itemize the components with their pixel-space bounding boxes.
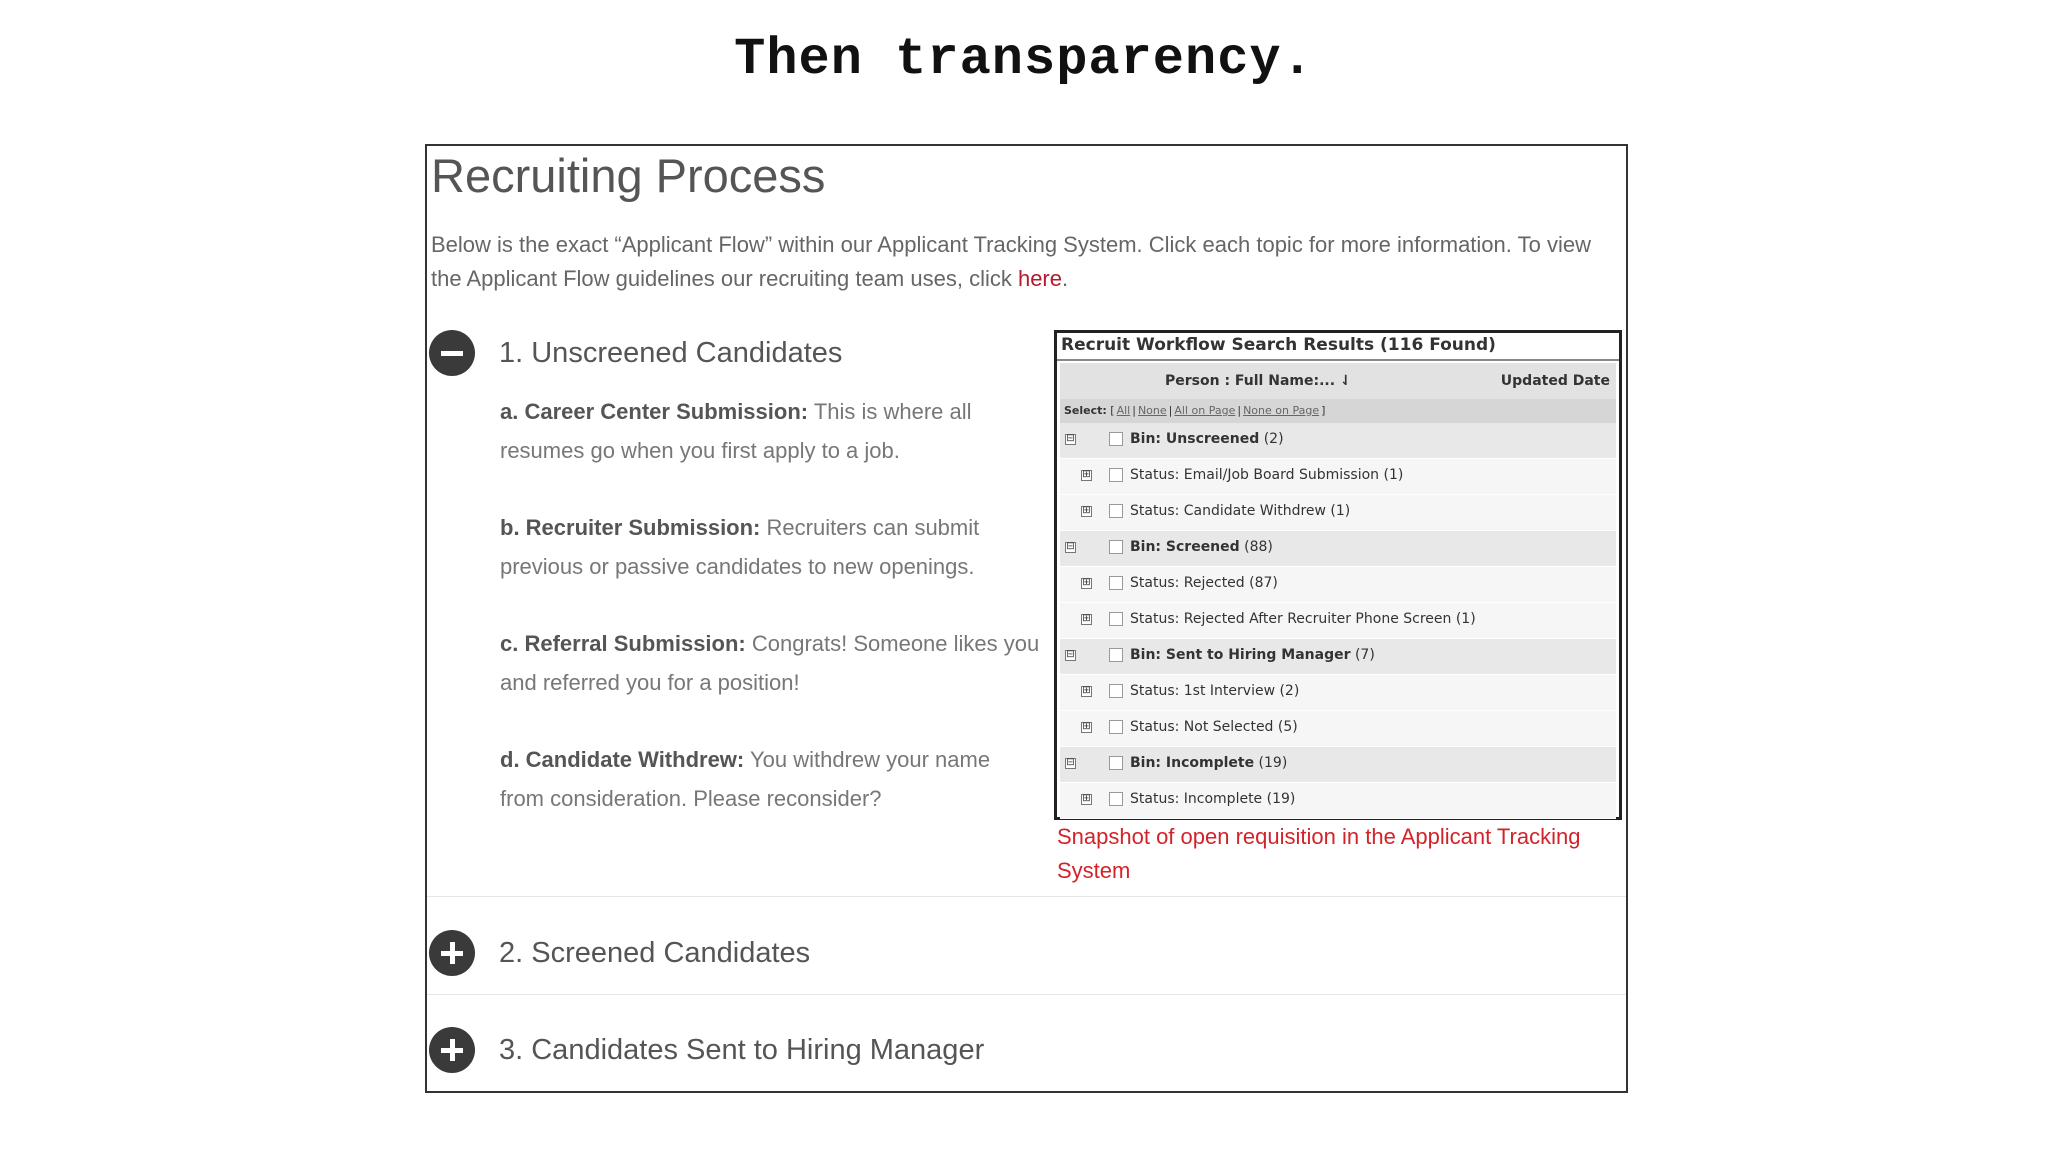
recruiting-process-panel — [425, 144, 1628, 1093]
intro-text: Below is the exact “Applicant Flow” within our Applicant Tracking System. Click each topic for more information. To view the Applicant Flow guidelines our recruiting team uses, click here. — [431, 232, 1591, 291]
column-person-full-name[interactable]: Person : Full Name:... ⇃ — [1165, 373, 1352, 389]
page-title: Recruiting Process — [431, 149, 826, 202]
ats-row-status: ⊞ Status: Rejected After Recruiter Phone Screen (1) — [1060, 603, 1616, 639]
description-recruiter-submission: b. Recruiter Submission: Recruiters can submit previous or passive candidates to new openings. — [500, 515, 980, 579]
row-checkbox[interactable] — [1109, 684, 1123, 698]
expand-icon[interactable]: ⊞ — [1082, 793, 1091, 804]
row-checkbox[interactable] — [1109, 756, 1123, 770]
description-referral-submission: c. Referral Submission: Congrats! Someone likes you and referred you for a position! — [500, 631, 1040, 695]
ats-row-status: ⊞ Status: Email/Job Board Submission (1) — [1060, 459, 1616, 495]
section-label: 3. Candidates Sent to Hiring Manager — [499, 1033, 985, 1066]
collapse-icon[interactable]: ⊟ — [1066, 541, 1075, 552]
section-label: 1. Unscreened Candidates — [499, 336, 843, 369]
row-checkbox[interactable] — [1109, 540, 1123, 554]
section-label: 2. Screened Candidates — [499, 936, 811, 969]
description-career-center: a. Career Center Submission: This is where all resumes go when you first apply to a job. — [500, 399, 972, 463]
description-candidate-withdrew: d. Candidate Withdrew: You withdrew your name from consideration. Please reconsider? — [500, 747, 991, 811]
select-none-on-page-link[interactable]: None on Page — [1243, 404, 1320, 417]
column-updated-date[interactable]: Updated Date — [1500, 373, 1610, 389]
select-none-link[interactable]: None — [1137, 404, 1167, 417]
ats-row-status: ⊞ Status: Incomplete (19) — [1060, 783, 1616, 819]
row-checkbox[interactable] — [1109, 432, 1123, 446]
row-checkbox[interactable] — [1109, 648, 1123, 662]
ats-column-header — [1060, 363, 1616, 399]
expand-icon[interactable]: ⊞ — [1082, 613, 1091, 624]
expand-icon[interactable]: ⊞ — [1082, 685, 1091, 696]
section-divider — [427, 896, 1628, 897]
select-all-on-page-link[interactable]: All on Page — [1174, 404, 1236, 417]
select-all-link[interactable]: All — [1116, 404, 1131, 417]
snapshot-caption: Snapshot of open requisition in the Applicant Tracking System — [1057, 824, 1581, 883]
ats-row-status: ⊞ Status: Not Selected (5) — [1060, 711, 1616, 747]
ats-row-status: ⊞ Status: Candidate Withdrew (1) — [1060, 495, 1616, 531]
ats-row-bin: ⊟ Bin: Sent to Hiring Manager (7) — [1060, 639, 1616, 675]
plus-circle-icon[interactable] — [429, 1027, 475, 1073]
expand-icon[interactable]: ⊞ — [1082, 505, 1091, 516]
slide-title: Then transparency. — [734, 30, 1314, 89]
section-divider — [427, 994, 1628, 995]
plus-circle-icon[interactable] — [429, 930, 475, 976]
ats-row-status: ⊞ Status: 1st Interview (2) — [1060, 675, 1616, 711]
collapse-icon[interactable]: ⊟ — [1066, 649, 1075, 660]
ats-search-results-snapshot — [1054, 330, 1622, 820]
collapse-icon[interactable]: ⊟ — [1066, 757, 1075, 768]
row-checkbox[interactable] — [1109, 468, 1123, 482]
minus-circle-icon[interactable] — [429, 330, 475, 376]
ats-select-bar: Select: [ All | None | All on Page | None on Page ] — [1060, 399, 1616, 423]
ats-row-bin: ⊟ Bin: Screened (88) — [1060, 531, 1616, 567]
ats-row-bin: ⊟ Bin: Unscreened (2) — [1060, 423, 1616, 459]
section-sent-to-hiring-manager-header[interactable] — [429, 1027, 984, 1073]
section-unscreened-header[interactable] — [429, 330, 842, 376]
section-screened-header[interactable] — [429, 930, 810, 976]
expand-icon[interactable]: ⊞ — [1082, 577, 1091, 588]
row-checkbox[interactable] — [1109, 612, 1123, 626]
row-checkbox[interactable] — [1109, 792, 1123, 806]
ats-title: Recruit Workflow Search Results (116 Found) — [1057, 333, 1619, 361]
row-checkbox[interactable] — [1109, 576, 1123, 590]
applicant-flow-guidelines-link[interactable]: here — [1017, 266, 1062, 291]
ats-row-status: ⊞ Status: Rejected (87) — [1060, 567, 1616, 603]
expand-icon[interactable]: ⊞ — [1082, 721, 1091, 732]
ats-row-bin: ⊟ Bin: Incomplete (19) — [1060, 747, 1616, 783]
row-checkbox[interactable] — [1109, 504, 1123, 518]
row-checkbox[interactable] — [1109, 720, 1123, 734]
expand-icon[interactable]: ⊞ — [1082, 469, 1091, 480]
collapse-icon[interactable]: ⊟ — [1066, 433, 1075, 444]
